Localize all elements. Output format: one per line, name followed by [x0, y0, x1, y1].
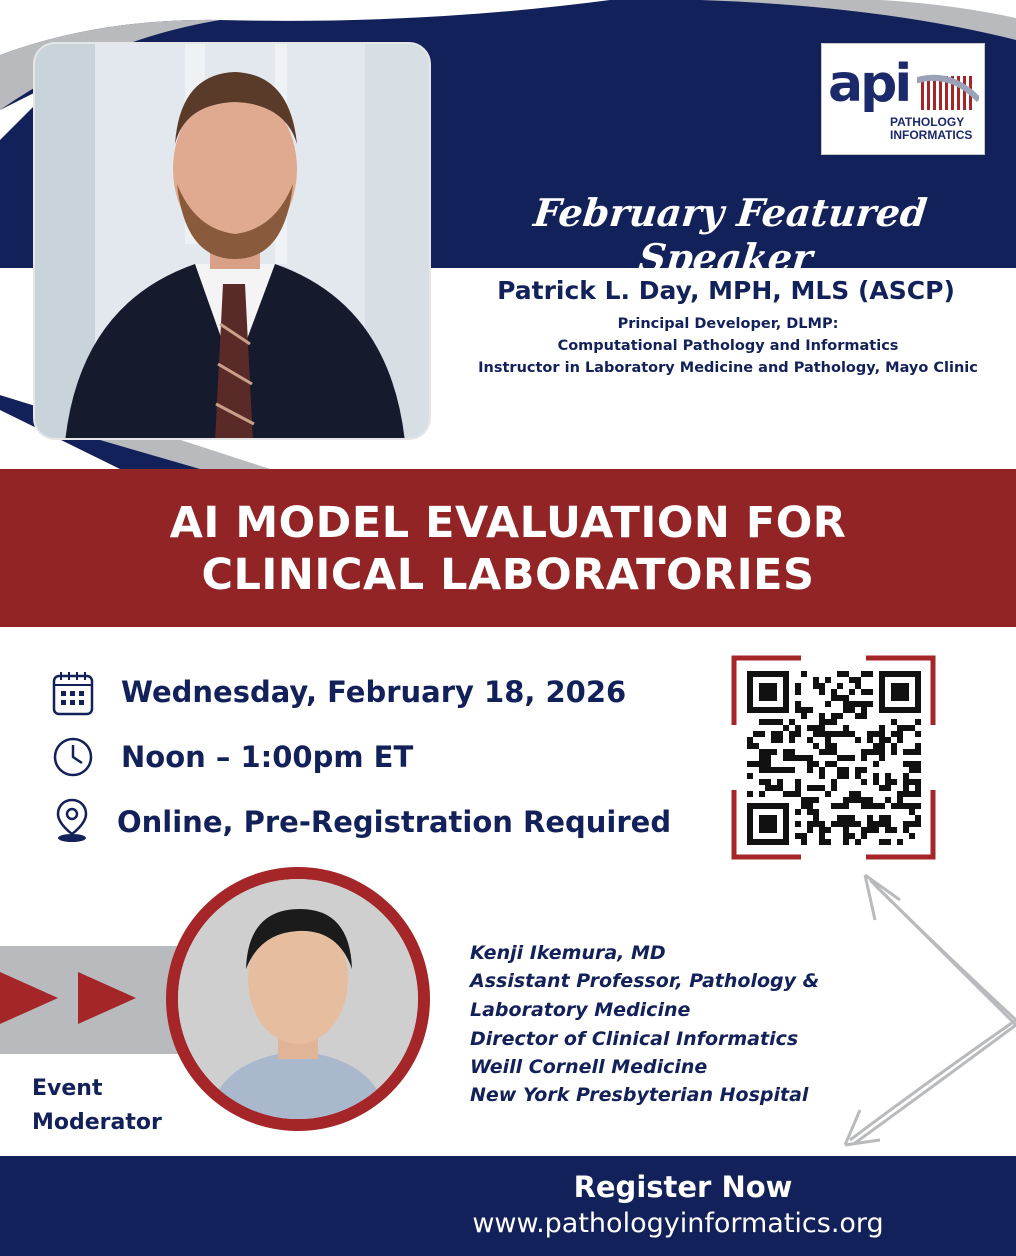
event-date: Wednesday, February 18, 2026	[121, 675, 627, 709]
talk-title-line-1: AI MODEL EVALUATION FOR	[169, 498, 847, 548]
moderator-line-3: Laboratory Medicine	[470, 999, 691, 1021]
qr-code[interactable]	[731, 655, 936, 860]
speaker-role-3: Instructor in Laboratory Medicine and Pathology, Mayo Clinic	[478, 360, 978, 376]
map-pin-icon	[52, 796, 92, 844]
api-logo	[821, 43, 985, 155]
logo-line-1: PATHOLOGY	[890, 115, 965, 129]
talk-title	[0, 497, 1016, 601]
speaker-name: Patrick L. Day, MPH, MLS (ASCP)	[497, 276, 955, 305]
logo-line-2: INFORMATICS	[890, 128, 973, 142]
fast-forward-icon	[0, 968, 140, 1028]
moderator-name: Kenji Ikemura, MD	[470, 942, 666, 964]
moderator-label-2: Moderator	[32, 1110, 162, 1135]
moderator-photo	[166, 867, 430, 1131]
logo-stripes-icon	[917, 72, 979, 114]
speaker-photo	[33, 42, 431, 440]
website-link[interactable]: www.pathologyinformatics.org	[472, 1208, 884, 1239]
moderator-line-6: New York Presbyterian Hospital	[470, 1084, 809, 1106]
moderator-line-5: Weill Cornell Medicine	[470, 1056, 708, 1078]
event-location: Online, Pre-Registration Required	[117, 805, 672, 839]
moderator-line-2: Assistant Professor, Pathology &	[470, 970, 820, 992]
logo-mark: api	[828, 54, 910, 114]
register-now[interactable]: Register Now	[573, 1170, 793, 1204]
featured-heading: February Featured Speaker	[531, 190, 930, 280]
moderator-line-4: Director of Clinical Informatics	[470, 1028, 799, 1050]
speaker-role-2: Computational Pathology and Informatics	[557, 338, 899, 354]
speaker-role-1: Principal Developer, DLMP:	[617, 316, 839, 332]
talk-title-line-2: CLINICAL LABORATORIES	[201, 550, 815, 600]
moderator-label-1: Event	[32, 1076, 103, 1101]
calendar-icon	[52, 670, 94, 716]
clock-icon	[52, 736, 94, 778]
event-time: Noon – 1:00pm ET	[121, 740, 414, 774]
